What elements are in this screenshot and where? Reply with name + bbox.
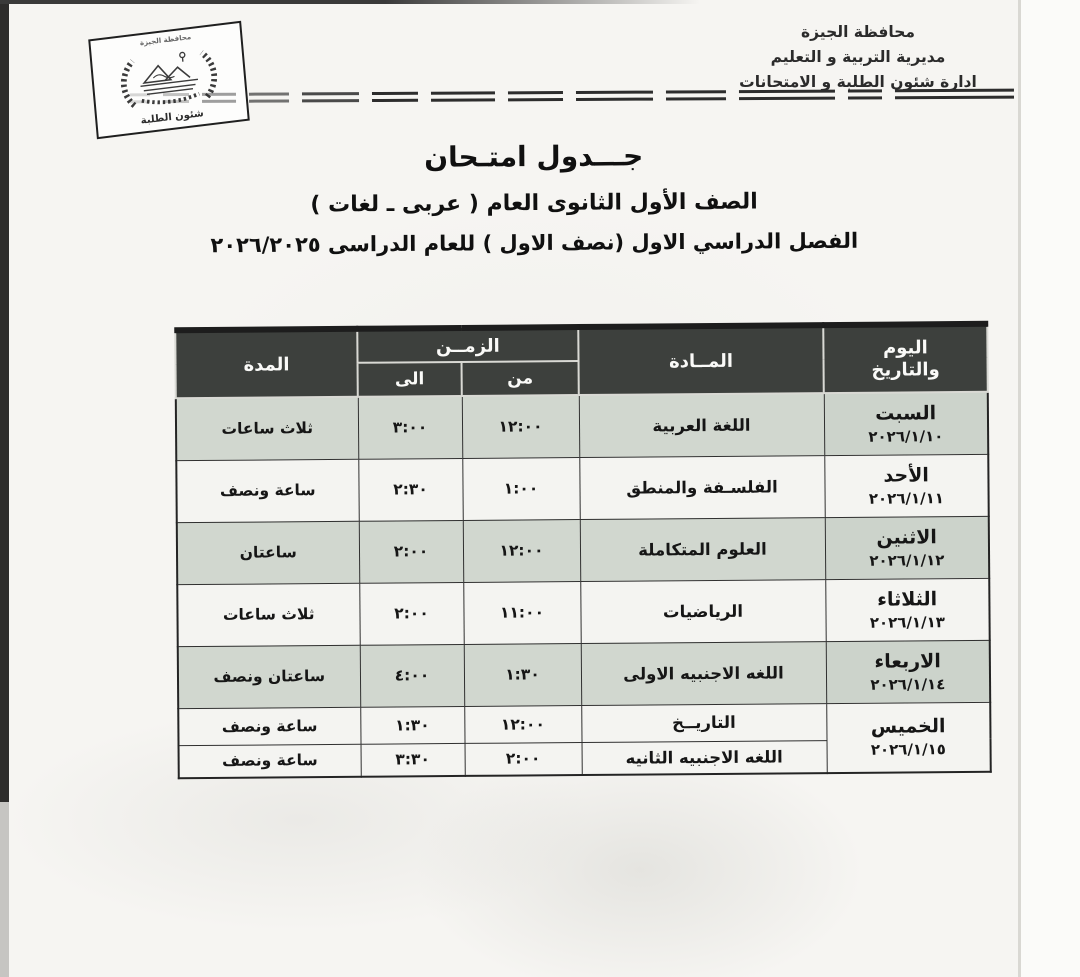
day-date: ٢٠٢٦/١/١٣ — [869, 612, 945, 632]
header-duration: المدة — [175, 329, 358, 398]
dash-segment — [163, 93, 189, 103]
table-row — [176, 454, 988, 522]
header-subject: المــادة — [578, 325, 824, 395]
day-name: الاربعاء — [874, 649, 941, 673]
dash-segment — [739, 90, 835, 101]
duration-cell: ساعتان ونصف — [178, 645, 360, 708]
day-date: ٢٠٢٦/١/١٤ — [870, 674, 946, 694]
subject-cell: التاريــخ — [581, 703, 826, 742]
day-cell — [824, 454, 988, 517]
subject-cell: الفلسـفة والمنطق — [579, 455, 824, 519]
subject-cell: اللغه الاجنبيه الاولى — [581, 641, 826, 705]
dash-segment — [431, 91, 495, 101]
to-cell: ٤:٠٠ — [360, 644, 464, 707]
dash-segment — [848, 89, 882, 99]
dash-segment — [249, 92, 289, 102]
day-name: الثلاثاء — [877, 587, 938, 611]
scan-left-edge-shadow — [0, 0, 9, 802]
day-date: ٢٠٢٦/١/١٠ — [868, 426, 944, 446]
day-cell — [825, 516, 989, 579]
day-name: الخميس — [870, 715, 946, 738]
grade-subtitle: الصف الأول الثانوى العام ( عربى ـ لغات ) — [310, 189, 758, 218]
from-cell: ١:٠٠ — [462, 457, 579, 520]
to-cell: ٣:٣٠ — [361, 743, 465, 777]
header-day-line2: والتاريخ — [871, 359, 940, 381]
day-name: السبت — [875, 401, 937, 425]
day-cell — [825, 578, 989, 641]
org-header — [708, 20, 1008, 94]
dash-segment — [372, 92, 418, 102]
dash-segment — [894, 89, 1014, 100]
dash-segment — [202, 93, 236, 103]
term-subtitle: الفصل الدراسي الاول (نصف الاول ) للعام الدراسى ٢٠٢٦/٢٠٢٥ — [210, 228, 859, 258]
exam-schedule — [174, 321, 992, 779]
day-cell — [826, 702, 991, 773]
subject-cell: اللغة العربية — [579, 393, 824, 457]
dash-segment — [666, 90, 726, 100]
table-row — [177, 578, 989, 646]
table-row — [178, 640, 990, 708]
official-stamp — [88, 21, 250, 139]
dash-segment — [130, 93, 150, 103]
stamp-bottom-label: شئون الطلبة — [140, 108, 205, 127]
day-date: ٢٠٢٦/١/١٢ — [869, 550, 945, 570]
duration-cell: ساعة ونصف — [179, 744, 361, 778]
from-cell: ١١:٠٠ — [463, 581, 580, 644]
header-time: الزمــن — [357, 327, 578, 363]
day-cell — [824, 392, 988, 455]
to-cell: ٢:٠٠ — [359, 582, 463, 645]
dashed-divider — [130, 89, 1014, 104]
dash-segment — [301, 92, 359, 102]
header-time-from: من — [462, 361, 579, 396]
duration-cell: ساعة ونصف — [176, 459, 358, 522]
day-date: ٢٠٢٦/١/١١ — [868, 488, 944, 508]
table-header-row — [175, 324, 987, 364]
duration-cell: ثلاث ساعات — [176, 397, 358, 460]
scan-top-edge-shadow — [0, 0, 700, 4]
day-date: ٢٠٢٦/١/١٥ — [870, 740, 946, 759]
subject-cell: العلوم المتكاملة — [580, 517, 825, 581]
subject-cell: اللغه الاجنبيه الثانيه — [582, 740, 827, 775]
to-cell: ٢:٣٠ — [358, 458, 462, 521]
table-row — [178, 702, 990, 745]
header-day-date — [823, 324, 988, 393]
dash-segment — [576, 91, 654, 101]
stamp-top-label: محافظة الجيزة — [139, 33, 192, 48]
scan-left-edge-light — [0, 802, 9, 977]
header-day-line1: اليوم — [882, 336, 928, 359]
table-row — [177, 516, 989, 584]
from-cell: ١:٣٠ — [464, 643, 581, 706]
page-title: جـــدول امتـحان — [424, 139, 644, 174]
from-cell: ١٢:٠٠ — [462, 395, 579, 458]
to-cell: ١:٣٠ — [360, 706, 464, 744]
day-name: الاثنين — [876, 525, 937, 549]
org-line-directorate: مديرية التربية و التعليم — [770, 47, 946, 66]
subject-cell: الرياضيات — [580, 579, 825, 643]
duration-cell: ساعتان — [177, 521, 359, 584]
to-cell: ٣:٠٠ — [358, 396, 462, 459]
duration-cell: ساعة ونصف — [178, 707, 360, 745]
from-cell: ١٢:٠٠ — [463, 519, 580, 582]
day-name: الأحد — [883, 463, 929, 487]
duration-cell: ثلاث ساعات — [177, 583, 359, 646]
to-cell: ٢:٠٠ — [359, 520, 463, 583]
day-cell — [826, 640, 990, 703]
table-row — [176, 392, 988, 460]
from-cell: ١٢:٠٠ — [464, 705, 581, 743]
from-cell: ٢:٠٠ — [465, 742, 582, 776]
org-line-governorate: محافظة الجيزة — [800, 23, 916, 41]
org-line-administration: ادارة شئون الطلبة و الامتحانات — [739, 72, 977, 91]
header-time-to: الى — [358, 362, 462, 397]
dash-segment — [508, 91, 563, 101]
document-titles — [0, 136, 1068, 258]
exam-schedule-table — [174, 321, 992, 779]
